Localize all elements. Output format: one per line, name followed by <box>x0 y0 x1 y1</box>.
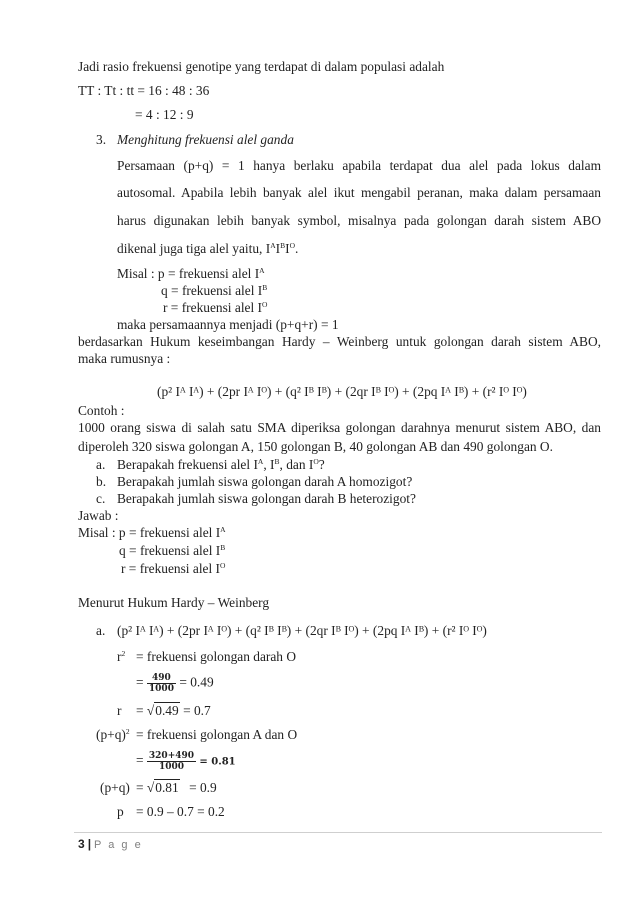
contoh-label: Contoh : <box>78 403 125 418</box>
paragraph-line: dikenal juga tiga alel yaitu, $I^AI^BI^O$. <box>117 241 299 256</box>
section-number: 3. <box>96 132 107 147</box>
question-a: Berapakah frekuensi alel $I^A$, $I^B$, dan $I^O$? <box>117 457 325 472</box>
r-squared-label: $r^2$ <box>117 649 126 664</box>
misal2-r: r = frekuensi alel $I^O$ <box>121 561 226 576</box>
fraction-490-1000: $\frac{490}{1000}$ <box>148 673 174 694</box>
p-value: = 0.9 – 0.7 = 0.2 <box>136 804 225 819</box>
p-label: p <box>117 804 124 819</box>
footer-divider <box>74 832 602 833</box>
formula-answer: (p² Iᴬ Iᴬ) + (2pr Iᴬ Iᴼ) + (q² Iᴮ Iᴮ) + (2qr Iᴮ Iᴼ) + (2pq Iᴬ Iᴮ) + (r² Iᴼ Iᴼ) <box>117 623 487 638</box>
pq-squared-label: $(p+q)^2$ <box>96 727 130 742</box>
page-footer <box>78 837 143 851</box>
pq-squared-text: = frekuensi golongan A dan O <box>136 727 298 742</box>
r-label: r <box>117 703 122 718</box>
fraction-line-2: = $\frac{320+490}{1000}$ = 0.81 <box>136 751 236 772</box>
ratio-line-2: = 4 : 12 : 9 <box>135 107 194 122</box>
paragraph-line: autosomal. Apabila lebih banyak alel ikut mengabil peranan, maka dalam persamaan <box>117 185 601 200</box>
r-squared-text: = frekuensi golongan darah O <box>136 649 297 664</box>
paragraph-line: maka rumusnya : <box>78 351 171 366</box>
question-b: Berapakah jumlah siswa golongan darah A homozigot? <box>117 474 413 489</box>
misal-r: r = frekuensi alel $I^O$ <box>163 300 268 315</box>
question-number: b. <box>96 474 107 489</box>
misal-q: q = frekuensi alel $I^B$ <box>161 283 268 298</box>
page-number: 3 <box>78 837 85 851</box>
paragraph-intro: Jadi rasio frekuensi genotipe yang terdapat di dalam populasi adalah <box>78 59 445 74</box>
r-sqrt-line: = √0.49 = 0.7 <box>136 703 211 718</box>
paragraph-line: berdasarkan Hukum keseimbangan Hardy – Weinberg untuk golongan darah sistem ABO, <box>78 334 601 349</box>
sqrt-symbol: √0.81 <box>146 780 179 795</box>
paragraph-line: diperoleh 320 siswa golongan A, 150 golongan B, 40 golongan AB dan 490 golongan O. <box>78 439 553 454</box>
paragraph-line: Persamaan (p+q) = 1 hanya berlaku apabila terdapat dua alel pada lokus dalam <box>117 158 601 173</box>
fraction-810-1000: $\frac{320+490}{1000}$ <box>148 751 195 772</box>
formula-main: (p² Iᴬ Iᴬ) + (2pr Iᴬ Iᴼ) + (q² Iᴮ Iᴮ) + (2qr Iᴮ Iᴼ) + (2pq Iᴬ Iᴮ) + (r² Iᴼ Iᴼ) <box>157 384 527 399</box>
page-label: P a g e <box>94 839 143 851</box>
question-c: Berapakah jumlah siswa golongan darah B heterozigot? <box>117 491 416 506</box>
answer-number: a. <box>96 623 106 638</box>
question-number: a. <box>96 457 106 472</box>
misal2-q: q = frekuensi alel $I^B$ <box>119 543 226 558</box>
question-number: c. <box>96 491 106 506</box>
fraction-line-1: = $\frac{490}{1000}$ = 0.49 <box>136 673 214 694</box>
misal-p: Misal : p = frekuensi alel $I^A$ <box>117 266 265 281</box>
paragraph-line: 1000 orang siswa di salah satu SMA diperiksa golongan darahnya menurut sistem ABO, dan <box>78 420 601 435</box>
pq-sqrt-line: = √0.81 = 0.9 <box>136 780 217 795</box>
misal2-p: Misal : p = frekuensi alel $I^A$ <box>78 525 226 540</box>
jawab-label: Jawab : <box>78 508 119 523</box>
sqrt-symbol: √0.49 <box>146 703 179 718</box>
footer-separator: | <box>87 837 92 851</box>
menurut-heading: Menurut Hukum Hardy – Weinberg <box>78 595 270 610</box>
section-title: Menghitung frekuensi alel ganda <box>117 132 294 147</box>
maka-line: maka persamaannya menjadi (p+q+r) = 1 <box>117 317 339 332</box>
pq-label: (p+q) <box>100 780 130 795</box>
paragraph-line: harus digunakan lebih banyak symbol, misalnya pada golongan darah sistem ABO <box>117 213 601 228</box>
ratio-line-1: TT : Tt : tt = 16 : 48 : 36 <box>78 83 210 98</box>
